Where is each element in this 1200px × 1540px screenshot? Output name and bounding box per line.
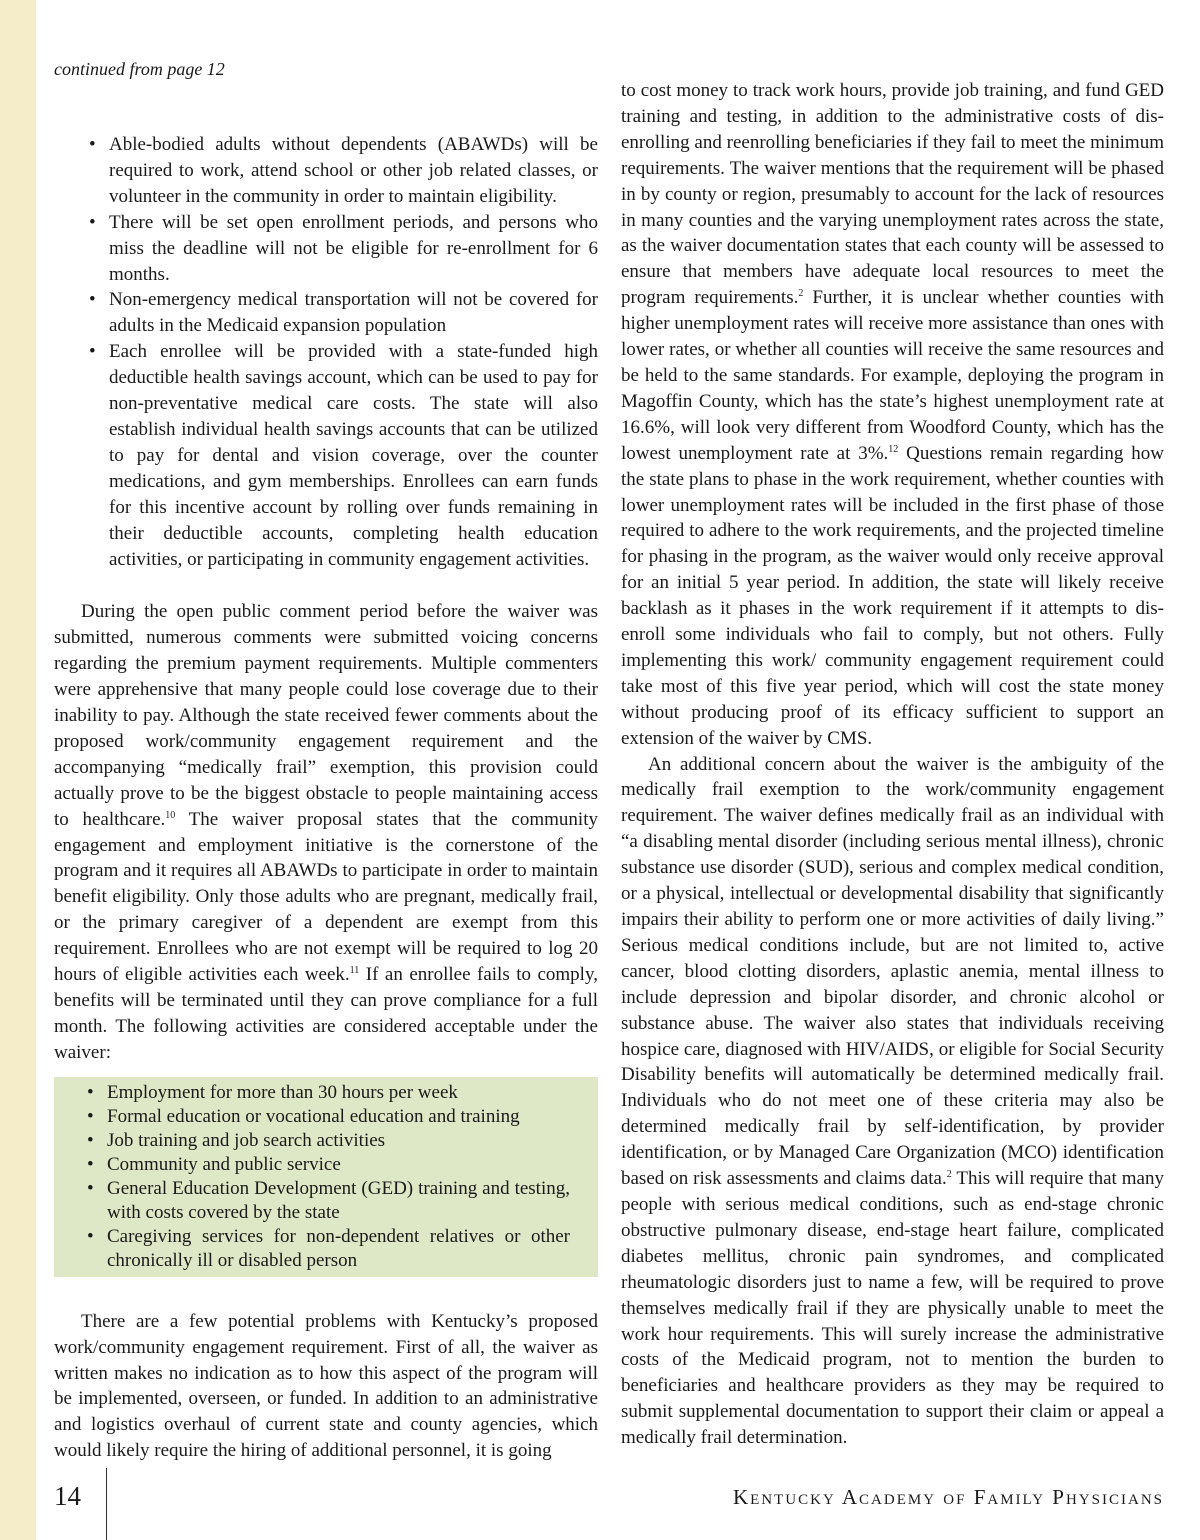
text-run: to cost money to track work hours, provide job training, and fund GED training and testing, in addition to the administrative costs of dis-enrolling and reenrolling beneficiaries if they fail to meet the minimum requirements. The waiver mentions that the requirement will be phased in by county or region, presumably to account for the lack of resources in many counties and the varying unemployment rates across the state, as the waiver documentation states that each county will be assessed to ensure that members have adequate local resources to meet the program requirements. <box>621 80 1164 309</box>
paragraph-potential-problems: There are a few potential problems with Kentucky’s proposed work/community engagement requirement. First of all, the waiver as written makes no indication as to how this aspect of the program will be implemented, overseen, or funded. In addition to an administrative and logistics overhaul of current state and county agencies, which would likely require the hiring of additional personnel, it is going <box>54 1310 598 1462</box>
footnote-ref: 12 <box>888 443 899 455</box>
footnote-ref: 11 <box>349 965 360 977</box>
right-column <box>621 78 1164 1451</box>
waiver-bullet-list <box>54 132 598 572</box>
activity-item: • General Education Development (GED) training and testing, with costs covered by the state <box>54 1177 570 1225</box>
text-run: The waiver proposal states that the community engagement and employment initiative is the cornerstone of the program and it requires all ABAWDs to participate in order to maintain benefit eligibility. Only those adults who are pregnant, medically frail, or the primary caregiver of a dependent are exempt from this requirement. Enrollees who are not exempt will be required to log 20 hours of eligible activities each week. <box>54 808 598 986</box>
activity-item: • Formal education or vocational education and training <box>54 1105 570 1129</box>
activities-box <box>54 1077 598 1277</box>
activity-item: • Job training and job search activities <box>54 1129 570 1153</box>
paragraph-costs <box>621 78 1164 752</box>
text-run: Further, it is unclear whether counties with higher unemployment rates will receive more assistance than ones with lower rates, or whether all counties will receive the same resources and be held to the same standards. For example, deploying the program in Magoffin County, which has the state’s highest unemployment rate at 16.6%, will look very different from Woodford County, which has the lowest unemployment rate at 3%. <box>621 287 1164 464</box>
text-run: Questions remain regarding how the state plans to phase in the work requirement, whether counties with lower unemployment rates will be included in the first phase of those required to adhere to the work requirements, and the projected timeline for phasing in the program, as the waiver would only receive approval for an initial 5 year period. In addition, the state will likely receive backlash as it phases in the work requirement if it attempts to dis-enroll some individuals who fail to comply, but not others. Fully implementing this work/ community engagement requirement could take most of this five year period, which will cost the state money without producing proof of its efficacy sufficient to support an extension of the waiver by CMS. <box>621 442 1164 749</box>
footnote-ref: 2 <box>946 1169 952 1181</box>
footnote-ref: 2 <box>798 288 804 300</box>
activity-item: • Employment for more than 30 hours per week <box>54 1081 570 1105</box>
publication-title: Kentucky Academy of Family Physicians <box>732 1485 1164 1509</box>
activity-item: • Community and public service <box>54 1153 570 1177</box>
page-number: 14 <box>54 1481 81 1511</box>
bullet-item: • Each enrollee will be provided with a state-funded high deductible health savings account, which can be used to pay for non-preventative medical care costs. The state will also establish individual health savings accounts that can be utilized to pay for dental and vision coverage, over the counter medications, and gym memberships. Enrollees can earn funds for this incentive account by rolling over funds remaining in their deductible accounts, completing health education activities, or participating in community engagement activities. <box>54 339 598 572</box>
paragraph-medically-frail <box>621 752 1164 1451</box>
paragraph-public-comment <box>54 599 598 1065</box>
footnote-ref: 10 <box>165 809 176 821</box>
text-run: During the open public comment period before the waiver was submitted, numerous comments were submitted voicing concerns regarding the premium payment requirements. Multiple commenters were apprehensive that many people could lose coverage due to their inability to pay. Although the state received fewer comments about the proposed work/community engagement requirement and the accompanying “medically frail” exemption, this provision could actually prove to be the biggest obstacle to people maintaining access to healthcare. <box>54 601 598 830</box>
side-color-strip <box>0 0 36 1540</box>
text-run: If an enrollee fails to comply, benefits will be terminated until they can prove compliance for a full month. The following activities are considered acceptable under the waiver: <box>54 964 598 1063</box>
activities-list <box>54 1081 570 1273</box>
bullet-item: • Able-bodied adults without dependents (ABAWDs) will be required to work, attend school or other job related classes, or volunteer in the community in order to maintain eligibility. <box>54 132 598 210</box>
continued-note: continued from page 12 <box>54 59 225 79</box>
text-run: An additional concern about the waiver is the ambiguity of the medically frail exemption to the work/community engagement requirement. The waiver defines medically frail as an individual with “a disabling mental disorder (including serious mental illness), chronic substance use disorder (SUD), serious and complex medical condition, or a physical, intellectual or developmental disability that significantly impairs their ability to perform one or more activities of daily living.” Serious medical conditions include, but are not limited to, active cancer, blood clotting disorders, aplastic anemia, mental illness to include depression and bipolar disorder, and chronic alcohol or substance abuse. The waiver also states that individuals receiving hospice care, diagnosed with HIV/AIDS, or eligible for Social Security Disability benefits will automatically be determined medically frail. Individuals who do not meet one of these criteria may also be determined medically frail by self-identification, by provider identification, or by Managed Care Organization (MCO) identification based on risk assessments and claims data. <box>621 753 1164 1190</box>
text-run: This will require that many people with serious medical conditions, such as end-stage chronic obstructive pulmonary disease, end-stage heart failure, complicated diabetes mellitus, chronic pain syndromes, and complicated rheumatologic disorders just to name a few, will be required to prove themselves medically frail if they are physically unable to meet the work hour requirements. This will surely increase the administrative costs of the Medicaid program, not to mention the burden to beneficiaries and healthcare providers as they may be required to submit supplemental documentation to support their claim or appeal a medically frail determination. <box>621 1168 1164 1449</box>
left-column <box>54 132 598 1464</box>
bullet-item: • There will be set open enrollment periods, and persons who miss the deadline will not be eligible for re-enrollment for 6 months. <box>54 210 598 288</box>
bullet-item: • Non-emergency medical transportation will not be covered for adults in the Medicaid expansion population <box>54 287 598 339</box>
activity-item: • Caregiving services for non-dependent relatives or other chronically ill or disabled person <box>54 1225 570 1273</box>
footer-divider <box>106 1468 107 1540</box>
